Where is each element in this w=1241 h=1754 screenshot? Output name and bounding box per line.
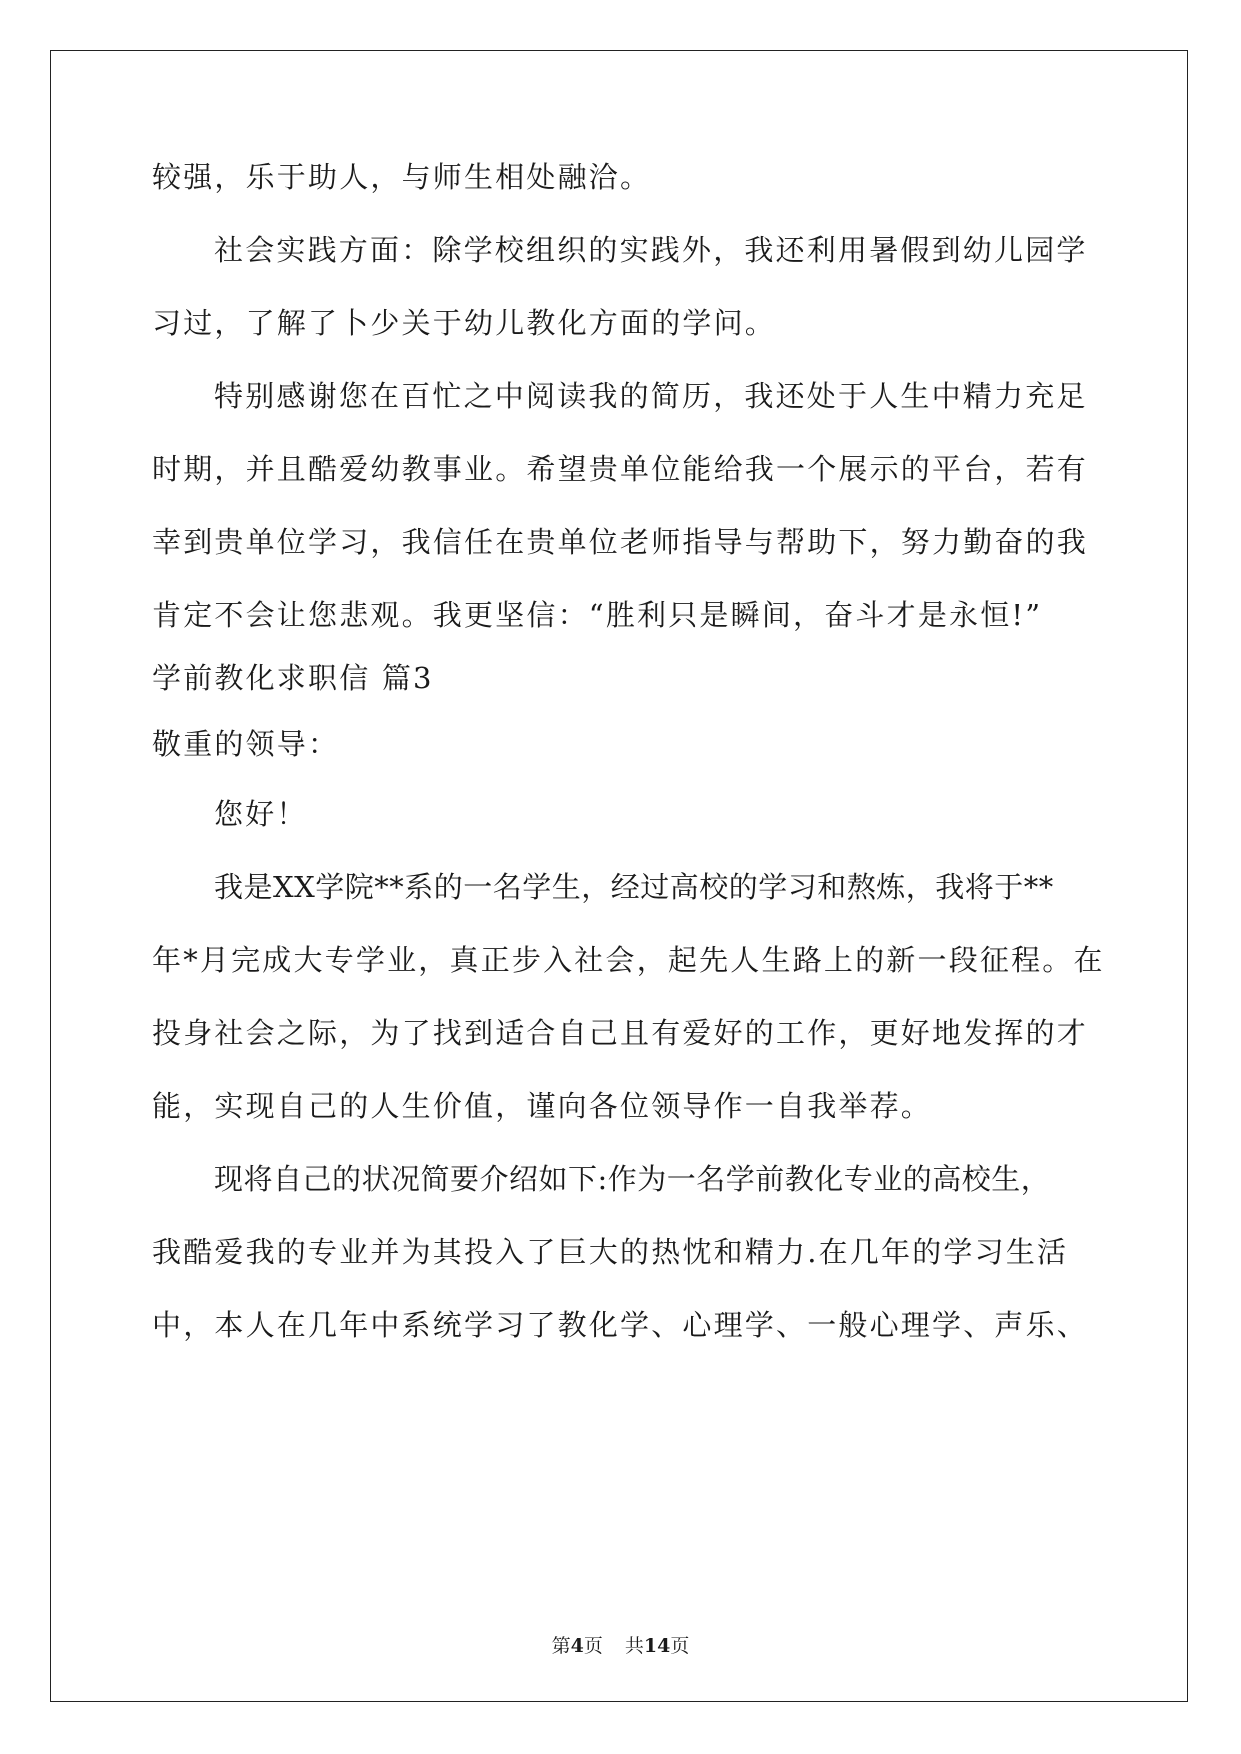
text-line: 投身社会之际，为了找到适合自己且有爱好的工作，更好地发挥的才 (152, 1016, 1089, 1050)
text-line: 肯定不会让您悲观。我更坚信：“胜利只是瞬间，奋斗才是永恒!” (152, 598, 1043, 632)
text-line: 幸到贵单位学习，我信任在贵单位老师指导与帮助下，努力勤奋的我 (152, 525, 1089, 559)
text-line: 我是XX学院**系的一名学生，经过高校的学习和熬炼，我将于** (214, 870, 1054, 904)
footer-total-prefix: 共 (624, 1635, 644, 1657)
text-line: 时期，并且酷爱幼教事业。希望贵单位能给我一个展示的平台，若有 (152, 452, 1089, 486)
text-line: 我酷爱我的专业并为其投入了巨大的热忱和精力.在几年的学习生活 (152, 1235, 1069, 1269)
footer-page-number: 4 (570, 1635, 584, 1657)
text-line: 中，本人在几年中系统学习了教化学、心理学、一般心理学、声乐、 (152, 1308, 1089, 1342)
greeting: 您好！ (214, 797, 308, 831)
text-line: 社会实践方面：除学校组织的实践外，我还利用暑假到幼儿园学 (214, 233, 1088, 267)
page-footer (0, 1631, 1241, 1658)
text-line: 年*月完成大专学业，真正步入社会，起先人生路上的新一段征程。在 (152, 943, 1105, 977)
salutation: 敬重的领导： (152, 727, 340, 761)
footer-total-suffix: 页 (670, 1635, 690, 1657)
text-line: 特别感谢您在百忙之中阅读我的简历，我还处于人生中精力充足 (214, 379, 1088, 413)
footer-page-prefix: 第 (551, 1635, 571, 1657)
text-line: 现将自己的状况简要介绍如下:作为一名学前教化专业的高校生， (214, 1162, 1051, 1196)
text-line: 较强，乐于助人，与师生相处融洽。 (152, 160, 652, 194)
footer-total-pages: 14 (643, 1635, 671, 1657)
footer-page-suffix: 页 (583, 1635, 603, 1657)
section-heading: 学前教化求职信 篇3 (152, 661, 434, 695)
text-line: 能，实现自己的人生价值，谨向各位领导作一自我举荐。 (152, 1089, 933, 1123)
text-line: 习过，了解了卜少关于幼儿教化方面的学问。 (152, 306, 777, 340)
